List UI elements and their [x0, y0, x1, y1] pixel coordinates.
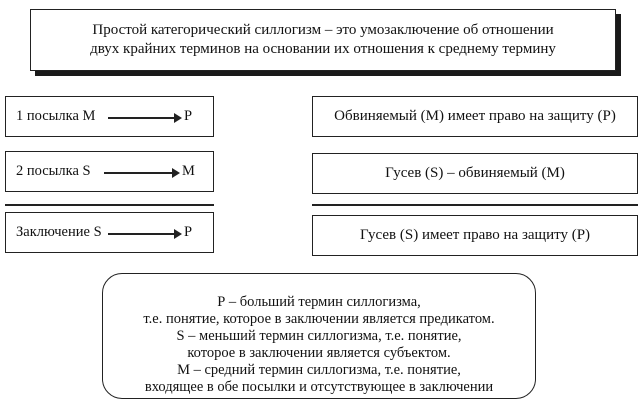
conclusion-divider-right	[312, 204, 638, 206]
example-conclusion-text: Гусев (S) имеет право на защиту (Р)	[359, 227, 591, 243]
conclusion-arrow	[108, 233, 180, 235]
legend-line-2: т.е. понятие, которое в заключении является предикатом.	[143, 311, 495, 327]
example-premise-1-text: Обвиняемый (М) имеет право на защиту (Р)	[334, 108, 616, 124]
premise-2-arrow	[104, 172, 178, 174]
definition-line-2: двух крайних терминов на основании их отношения к среднему термину	[90, 41, 556, 57]
definition-box	[30, 9, 616, 71]
legend-line-6: входящее в обе посылки и отсутствующее в заключении	[144, 379, 494, 395]
conclusion-divider-left	[5, 204, 214, 206]
premise-2-term: M	[182, 163, 195, 179]
legend-line-3: S – меньший термин силлогизма, т.е. понятие,	[176, 328, 462, 344]
example-premise-2	[312, 153, 638, 194]
premise-2-label: 2 посылка S	[16, 163, 91, 179]
premise-1-arrow	[108, 117, 180, 119]
terms-legend-box	[102, 273, 536, 399]
conclusion-box	[5, 212, 214, 253]
legend-line-5: М – средний термин силлогизма, т.е. понятие,	[177, 362, 461, 378]
legend-line-4: которое в заключении является субъектом.	[187, 345, 451, 361]
premise-1-box	[5, 96, 214, 137]
example-premise-2-text: Гусев (S) – обвиняемый (М)	[385, 165, 565, 181]
premise-2-box	[5, 151, 214, 192]
conclusion-term: P	[184, 224, 193, 240]
example-premise-1	[312, 96, 638, 137]
premise-1-term: P	[184, 108, 193, 124]
definition-line-1: Простой категорический силлогизм – это умозаключение об отношении	[92, 22, 554, 38]
legend-line-1: Р – больший термин силлогизма,	[217, 294, 421, 310]
example-conclusion	[312, 215, 638, 256]
premise-1-label: 1 посылка M	[16, 108, 96, 124]
conclusion-label: Заключение S	[16, 224, 102, 240]
